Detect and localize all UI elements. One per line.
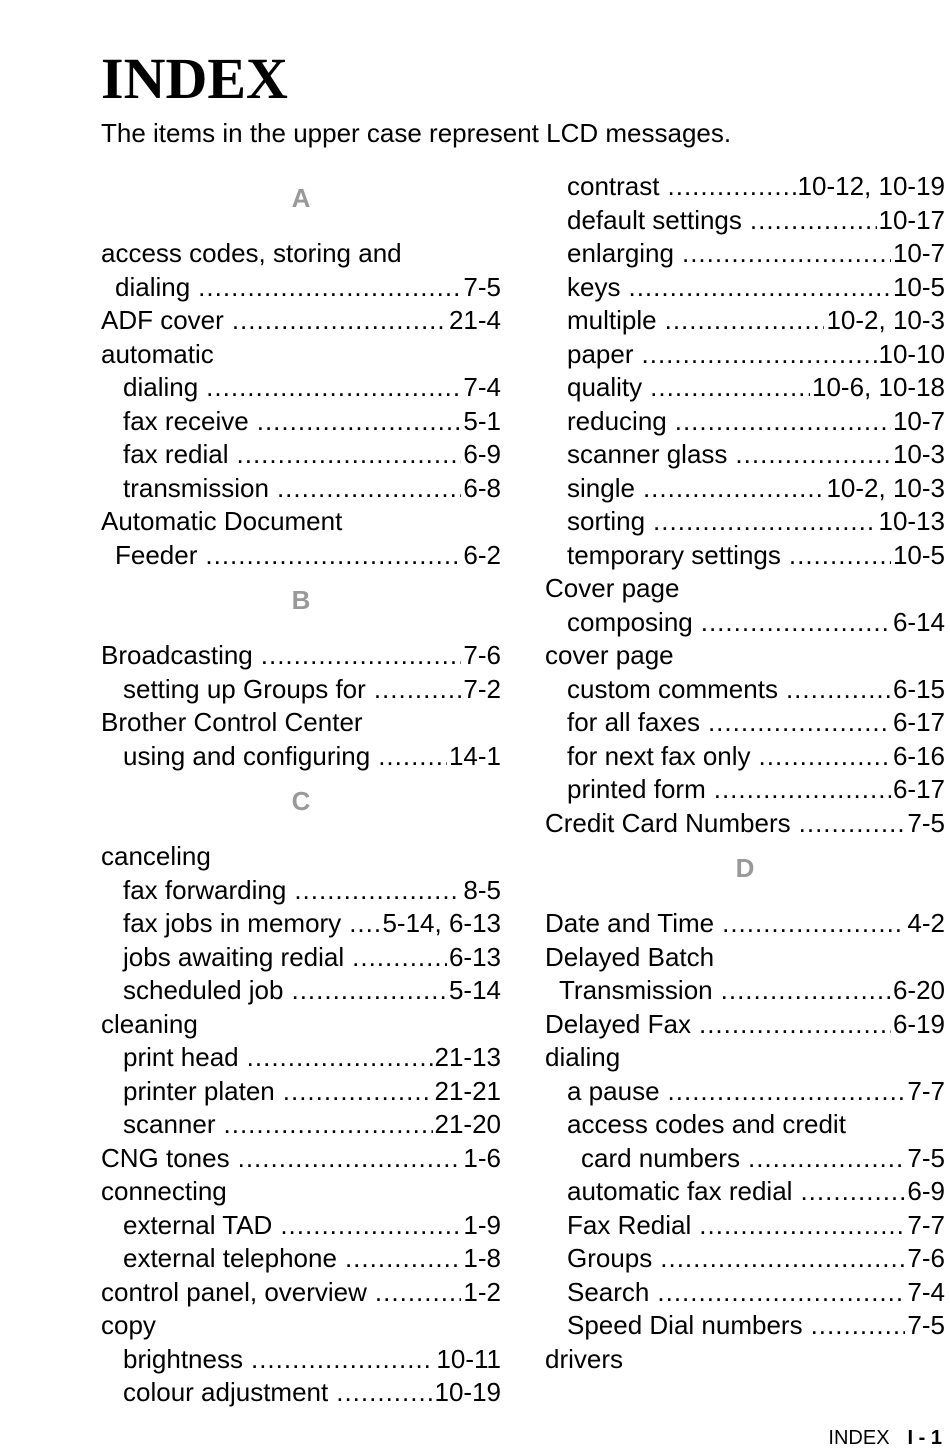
index-term: ADF cover xyxy=(101,305,224,335)
index-subentry xyxy=(545,438,945,472)
index-entry xyxy=(545,807,945,841)
index-subentry xyxy=(545,606,945,640)
index-term: Groups xyxy=(567,1243,653,1273)
index-page-ref: 6-19 xyxy=(892,1008,945,1039)
dot-leader xyxy=(280,1209,461,1243)
index-term: jobs awaiting redial xyxy=(123,941,345,972)
dot-leader xyxy=(653,505,876,539)
index-term: cover page xyxy=(545,640,674,670)
dot-leader xyxy=(660,1242,905,1276)
index-term: fax jobs in memory xyxy=(123,908,342,938)
index-term: CNG tones xyxy=(101,1142,230,1173)
section-letter: D xyxy=(735,853,755,883)
index-page-ref: 21-20 xyxy=(434,1109,501,1139)
index-page-ref: 21-13 xyxy=(434,1042,501,1072)
index-term: fax receive xyxy=(123,405,249,436)
index-term: custom comments xyxy=(567,673,778,704)
index-term: access codes, storing and xyxy=(101,238,402,268)
index-subentry xyxy=(101,1242,501,1276)
index-term: card numbers xyxy=(581,1142,740,1173)
index-entry xyxy=(101,1309,501,1343)
index-term: Automatic Document xyxy=(101,506,343,536)
index-term: quality xyxy=(567,372,643,402)
index-page-ref: 10-11 xyxy=(436,1343,501,1374)
dot-leader xyxy=(628,271,890,305)
index-term: default settings xyxy=(567,204,742,235)
index-subentry xyxy=(101,438,501,472)
index-subentry xyxy=(545,1108,945,1142)
index-page-ref: 10-7 xyxy=(892,238,945,268)
index-term: Credit Card Numbers xyxy=(545,807,791,838)
index-entry xyxy=(101,1008,501,1042)
index-page-ref: 5-14 xyxy=(448,975,501,1005)
index-entry xyxy=(101,1142,501,1176)
dot-leader xyxy=(668,1075,906,1109)
index-term: cleaning xyxy=(101,1008,198,1039)
index-subentry xyxy=(545,974,945,1008)
index-subentry xyxy=(545,1142,945,1176)
index-subentry xyxy=(545,237,945,271)
index-page-ref: 7-7 xyxy=(907,1209,945,1240)
index-subentry xyxy=(545,472,945,506)
index-page-ref: 1-6 xyxy=(463,1142,501,1173)
dot-leader xyxy=(800,1175,905,1209)
index-term: external telephone xyxy=(123,1243,337,1273)
index-subentry xyxy=(545,539,945,573)
index-term: fax forwarding xyxy=(123,874,287,905)
dot-leader xyxy=(261,639,462,673)
dot-leader xyxy=(699,1209,905,1243)
index-subentry xyxy=(545,304,945,338)
index-term: reducing xyxy=(567,405,667,436)
index-term: Cover page xyxy=(545,573,680,603)
index-term: keys xyxy=(567,271,621,302)
index-page-ref: 1-8 xyxy=(463,1243,501,1273)
index-subentry xyxy=(545,740,945,774)
index-subentry xyxy=(545,204,945,238)
index-subentry xyxy=(545,170,945,204)
index-term: dialing xyxy=(123,372,199,402)
index-term: paper xyxy=(567,338,634,369)
index-entry xyxy=(101,706,501,740)
dot-leader xyxy=(336,1376,432,1410)
index-subentry xyxy=(101,974,501,1008)
index-term: Brother Control Center xyxy=(101,707,363,737)
index-page-ref: 10-13 xyxy=(878,506,945,536)
dot-leader xyxy=(294,874,461,908)
index-page-ref: 6-9 xyxy=(907,1176,945,1206)
index-entry xyxy=(101,505,501,539)
index-page-ref: 7-5 xyxy=(907,807,945,838)
index-page-ref: 6-9 xyxy=(463,439,501,469)
index-page-ref: 10-7 xyxy=(892,405,945,436)
footer-page-number: I - 1 xyxy=(907,1427,942,1449)
index-page-ref: 7-5 xyxy=(907,1310,945,1340)
dot-leader xyxy=(205,539,461,573)
index-term: scanner xyxy=(123,1109,216,1139)
index-page-ref: 6-13 xyxy=(448,941,501,972)
index-entry xyxy=(545,907,945,941)
index-page-ref: 1-9 xyxy=(463,1209,501,1240)
index-term: printer platen xyxy=(123,1075,275,1106)
index-entry xyxy=(101,639,501,673)
dot-leader xyxy=(349,907,380,941)
index-term: brightness xyxy=(123,1343,243,1374)
index-subentry xyxy=(101,1041,501,1075)
index-term: enlarging xyxy=(567,238,674,268)
dot-leader xyxy=(682,237,891,271)
dot-leader xyxy=(735,438,891,472)
dot-leader xyxy=(714,773,891,807)
index-term: automatic fax redial xyxy=(567,1176,793,1206)
index-page-ref: 6-20 xyxy=(892,975,945,1005)
index-page-ref: 14-1 xyxy=(448,740,501,771)
dot-leader xyxy=(237,438,462,472)
index-term: drivers xyxy=(545,1343,624,1374)
dot-leader xyxy=(291,974,446,1008)
index-subentry xyxy=(545,338,945,372)
index-subentry xyxy=(101,673,501,707)
index-page-ref: 7-6 xyxy=(907,1243,945,1273)
index-term: printed form xyxy=(567,774,706,804)
dot-leader xyxy=(206,371,461,405)
index-subentry xyxy=(545,1209,945,1243)
index-term: access codes and credit xyxy=(567,1109,846,1139)
index-term: Transmission xyxy=(559,975,713,1005)
index-subentry xyxy=(545,1242,945,1276)
index-term: temporary settings xyxy=(567,539,781,570)
index-term: dialing xyxy=(115,271,191,302)
index-term: multiple xyxy=(567,305,657,335)
index-term: external TAD xyxy=(123,1209,273,1240)
index-page-ref: 7-2 xyxy=(463,673,501,704)
index-term: for next fax only xyxy=(567,740,751,771)
dot-leader xyxy=(247,1041,433,1075)
index-page-ref: 10-2, 10-3 xyxy=(826,472,945,503)
index-term: single xyxy=(567,472,635,503)
index-term: Feeder xyxy=(115,539,198,570)
index-page-ref: 10-5 xyxy=(892,271,945,302)
index-term: control panel, overview xyxy=(101,1276,367,1307)
index-page-ref: 10-10 xyxy=(878,338,945,369)
index-page-ref: 21-4 xyxy=(448,305,501,335)
index-entry xyxy=(545,1343,945,1377)
index-entry xyxy=(545,1008,945,1042)
index-subentry xyxy=(101,740,501,774)
index-term: a pause xyxy=(567,1075,660,1106)
dot-leader xyxy=(665,304,825,338)
index-term: composing xyxy=(567,606,693,637)
index-entry xyxy=(545,1041,945,1075)
index-subentry xyxy=(101,874,501,908)
dot-leader xyxy=(642,338,877,372)
index-page-ref: 10-12, 10-19 xyxy=(797,171,945,201)
index-page-ref: 10-2, 10-3 xyxy=(826,305,945,335)
index-entry xyxy=(101,1175,501,1209)
index-entry xyxy=(101,840,501,874)
dot-leader xyxy=(750,204,877,238)
dot-leader xyxy=(198,271,461,305)
index-term: colour adjustment xyxy=(123,1377,329,1407)
dot-leader xyxy=(345,1242,461,1276)
dot-leader xyxy=(374,673,462,707)
index-term: transmission xyxy=(123,472,269,503)
index-term: setting up Groups for xyxy=(123,673,366,704)
index-subentry xyxy=(101,1108,501,1142)
index-subentry xyxy=(545,1175,945,1209)
index-page-ref: 10-19 xyxy=(434,1377,501,1407)
index-page-ref: 7-5 xyxy=(463,271,501,302)
index-entry xyxy=(545,941,945,975)
index-page-ref: 6-15 xyxy=(892,673,945,704)
index-entry xyxy=(545,639,945,673)
index-term: scanner glass xyxy=(567,439,728,469)
index-subentry xyxy=(101,271,501,305)
page-footer xyxy=(828,1426,942,1450)
index-subentry xyxy=(101,1075,501,1109)
index-entry xyxy=(101,304,501,338)
index-page-ref: 6-17 xyxy=(892,707,945,737)
index-page-ref: 7-4 xyxy=(463,372,501,402)
index-subentry xyxy=(101,941,501,975)
index-column-right xyxy=(545,170,945,1376)
dot-leader xyxy=(759,740,891,774)
index-page-ref: 6-14 xyxy=(892,606,945,637)
index-subentry xyxy=(545,706,945,740)
index-term: Fax Redial xyxy=(567,1209,692,1240)
dot-leader xyxy=(643,472,825,506)
section-letter: B xyxy=(291,585,311,615)
index-term: Speed Dial numbers xyxy=(567,1310,803,1340)
index-term: Delayed Fax xyxy=(545,1008,691,1039)
index-page-ref: 10-3 xyxy=(892,439,945,469)
index-term: automatic xyxy=(101,338,214,369)
index-term: scheduled job xyxy=(123,975,284,1005)
index-term: contrast xyxy=(567,171,660,201)
dot-leader xyxy=(375,1276,462,1310)
dot-leader xyxy=(786,673,891,707)
index-term: canceling xyxy=(101,841,211,871)
index-page-ref: 10-17 xyxy=(878,204,945,235)
dot-leader xyxy=(352,941,447,975)
index-entry xyxy=(101,1276,501,1310)
index-subentry xyxy=(545,1075,945,1109)
index-subentry xyxy=(545,271,945,305)
dot-leader xyxy=(721,974,891,1008)
index-column-left xyxy=(101,170,501,1410)
index-page-ref: 1-2 xyxy=(463,1276,501,1307)
index-term: dialing xyxy=(545,1042,621,1072)
dot-leader xyxy=(232,304,447,338)
index-term: sorting xyxy=(567,506,646,536)
index-subentry xyxy=(545,405,945,439)
index-subentry xyxy=(545,371,945,405)
index-term: Search xyxy=(567,1276,650,1307)
dot-leader xyxy=(251,1343,434,1377)
dot-leader xyxy=(811,1309,906,1343)
index-page-ref: 10-6, 10-18 xyxy=(812,372,945,402)
dot-leader xyxy=(224,1108,433,1142)
index-subentry xyxy=(101,907,501,941)
index-subentry xyxy=(101,1209,501,1243)
index-subentry xyxy=(545,1309,945,1343)
index-page-ref: 7-5 xyxy=(907,1142,945,1173)
dot-leader xyxy=(701,606,891,640)
index-term: Date and Time xyxy=(545,908,715,938)
dot-leader xyxy=(257,405,462,439)
dot-leader xyxy=(789,539,891,573)
index-page-ref: 7-6 xyxy=(463,640,501,670)
index-page-ref: 7-4 xyxy=(907,1276,945,1307)
index-page-ref: 5-14, 6-13 xyxy=(382,908,501,938)
page-title: INDEX xyxy=(101,46,288,111)
index-subentry xyxy=(545,1276,945,1310)
index-entry xyxy=(101,338,501,372)
dot-leader xyxy=(668,170,796,204)
index-term: print head xyxy=(123,1042,239,1072)
index-page-ref: 4-2 xyxy=(907,908,945,938)
index-term: Broadcasting xyxy=(101,640,253,670)
index-subentry xyxy=(101,1343,501,1377)
index-page-ref: 6-8 xyxy=(463,472,501,503)
index-page-ref: 8-5 xyxy=(463,874,501,905)
dot-leader xyxy=(708,706,891,740)
dot-leader xyxy=(650,371,810,405)
section-letter: C xyxy=(291,786,311,816)
dot-leader xyxy=(699,1008,891,1042)
index-term: copy xyxy=(101,1310,156,1340)
dot-leader xyxy=(657,1276,905,1310)
index-page-ref: 10-5 xyxy=(892,539,945,570)
index-subentry xyxy=(101,1376,501,1410)
dot-leader xyxy=(238,1142,462,1176)
index-term: Delayed Batch xyxy=(545,941,715,972)
index-subentry xyxy=(101,472,501,506)
dot-leader xyxy=(277,472,461,506)
index-term: connecting xyxy=(101,1176,227,1206)
index-page-ref: 5-1 xyxy=(463,405,501,436)
index-subentry xyxy=(545,773,945,807)
section-letter: A xyxy=(291,183,311,213)
index-page-ref: 6-16 xyxy=(892,740,945,771)
index-page-ref: 6-17 xyxy=(892,774,945,804)
index-page-ref: 21-21 xyxy=(434,1075,501,1106)
dot-leader xyxy=(675,405,891,439)
index-entry xyxy=(545,572,945,606)
dot-leader xyxy=(722,907,905,941)
index-subentry xyxy=(101,539,501,573)
dot-leader xyxy=(799,807,906,841)
index-term: fax redial xyxy=(123,439,229,469)
index-subentry xyxy=(101,371,501,405)
dot-leader xyxy=(748,1142,905,1176)
index-entry xyxy=(101,237,501,271)
index-subentry xyxy=(545,673,945,707)
index-subentry xyxy=(545,505,945,539)
footer-label: INDEX xyxy=(828,1427,890,1449)
index-term: using and configuring xyxy=(123,740,371,771)
index-term: for all faxes xyxy=(567,707,700,737)
page-subtitle: The items in the upper case represent LCD messages. xyxy=(101,118,732,148)
dot-leader xyxy=(283,1075,433,1109)
index-subentry xyxy=(101,405,501,439)
index-page-ref: 7-7 xyxy=(907,1075,945,1106)
dot-leader xyxy=(378,740,447,774)
index-page-ref: 6-2 xyxy=(463,539,501,570)
